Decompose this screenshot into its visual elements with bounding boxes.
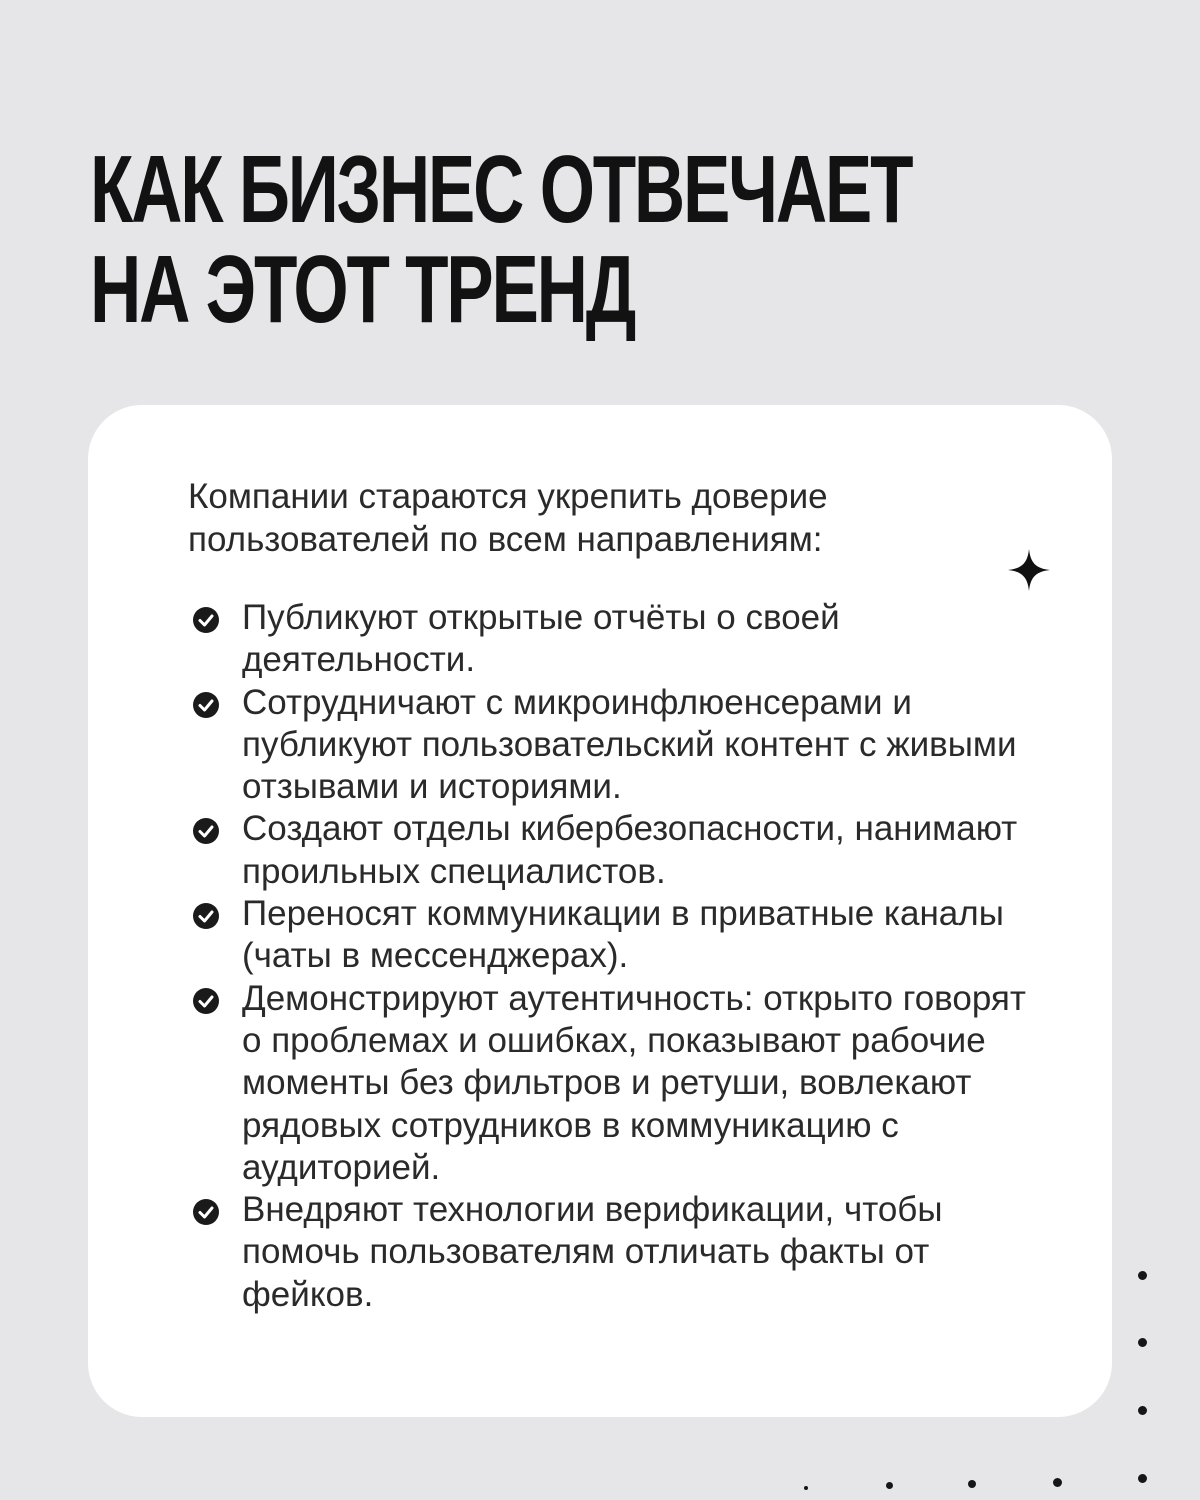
content-card xyxy=(88,405,1112,1417)
list-item-text: Внедряют технологии верификации, чтобы помочь пользователям отличать факты от фейков. xyxy=(242,1190,943,1314)
list-item xyxy=(192,978,1052,1189)
list-item xyxy=(192,808,1052,893)
list-item xyxy=(192,597,1052,682)
decor-dot xyxy=(1138,1338,1147,1347)
decor-dot xyxy=(804,1486,808,1490)
decor-dot xyxy=(886,1482,893,1489)
list-item xyxy=(192,1189,1052,1316)
sparkle-star-icon xyxy=(1006,547,1052,593)
list-item-text: Сотрудничают с микроинфлюенсерами и публикуют пользовательский контент с живыми отзывами и историями. xyxy=(242,682,1017,807)
list-item xyxy=(192,893,1052,978)
list-item-text: Создают отделы кибербезопасности, нанимают проильных специалистов. xyxy=(242,809,1018,891)
check-circle-icon xyxy=(192,691,220,719)
decor-dot xyxy=(1138,1271,1147,1280)
list-item-text: Переносят коммуникации в приватные каналы (чаты в мессенджерах). xyxy=(242,894,1004,976)
decor-dot xyxy=(1053,1478,1062,1487)
decor-dot xyxy=(1138,1474,1147,1483)
page-title-line-2: НА ЭТОТ ТРЕНД xyxy=(90,236,635,343)
check-circle-icon xyxy=(192,1198,220,1226)
list-item-text: Демонстрируют аутентичность: открыто говорят о проблемах и ошибках, показывают рабочие моменты без фильтров и ретуши, вовлекают рядовых сотрудников в коммуникацию с аудиторией. xyxy=(242,978,1026,1187)
check-circle-icon xyxy=(192,902,220,930)
check-circle-icon xyxy=(192,987,220,1015)
check-circle-icon xyxy=(192,606,220,634)
check-circle-icon xyxy=(192,817,220,845)
decor-dot xyxy=(1138,1406,1147,1415)
page-title xyxy=(90,136,912,343)
decor-dot xyxy=(968,1480,976,1488)
list-item-text: Публикуют открытые отчёты о своей деятельности. xyxy=(242,598,840,680)
list-item xyxy=(192,682,1052,809)
page-title-line-1: КАК БИЗНЕС ОТВЕЧАЕТ xyxy=(90,136,912,243)
intro-text: Компании стараются укрепить доверие пользователей по всем направлениям: xyxy=(188,477,828,559)
measures-list xyxy=(192,597,1052,1316)
